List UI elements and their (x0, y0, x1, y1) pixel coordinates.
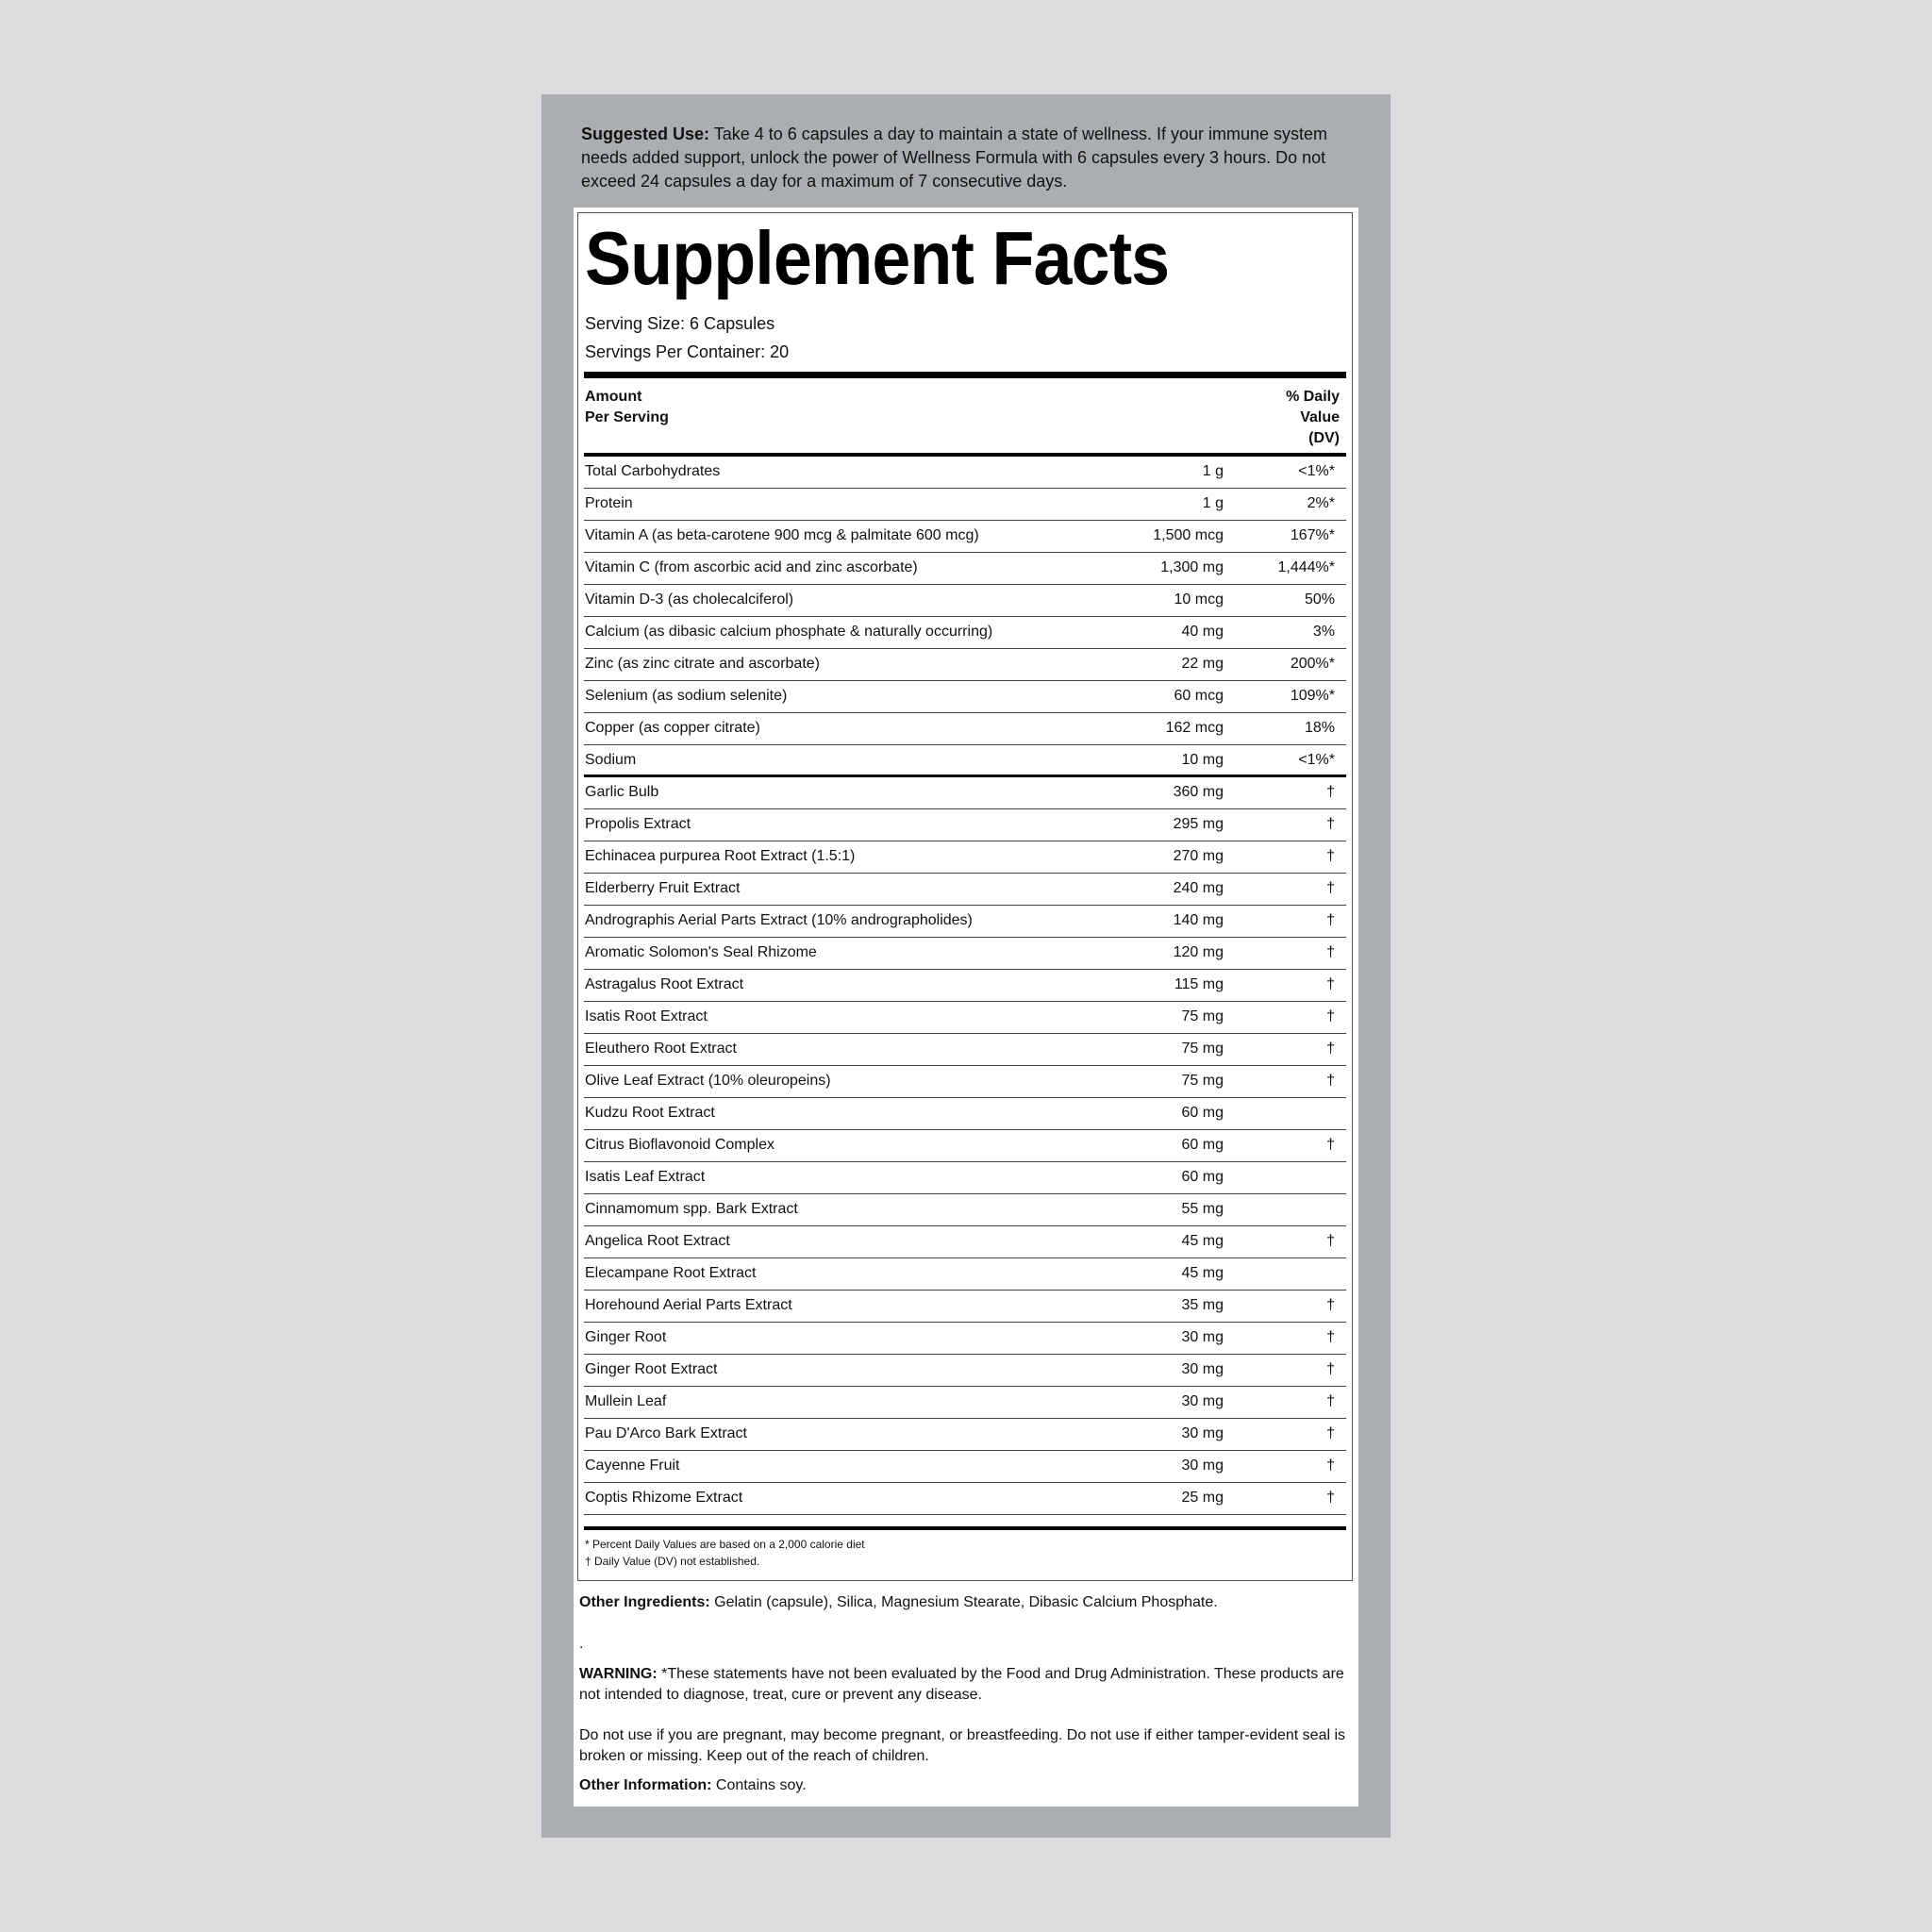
table-row (584, 1066, 1346, 1098)
nutrient-amount: 75 mg (1181, 1041, 1224, 1057)
warning-label: WARNING: (579, 1666, 658, 1682)
footnote-dv-not-established: † Daily Value (DV) not established. (585, 1555, 760, 1568)
table-row (584, 1355, 1346, 1387)
table-row (584, 649, 1346, 681)
table-row (584, 1162, 1346, 1194)
nutrient-name: Copper (as copper citrate) (585, 720, 760, 736)
nutrient-name: Calcium (as dibasic calcium phosphate & naturally occurring) (585, 624, 993, 640)
nutrient-name: Pau D'Arco Bark Extract (585, 1425, 747, 1441)
nutrient-dv: 50% (1304, 591, 1335, 608)
nutrient-amount: 1 g (1202, 495, 1224, 511)
nutrient-amount: 30 mg (1181, 1457, 1224, 1474)
table-row (584, 585, 1346, 617)
nutrient-amount: 360 mg (1173, 784, 1224, 800)
nutrient-name: Echinacea purpurea Root Extract (1.5:1) (585, 848, 856, 864)
facts-rows (584, 457, 1346, 1515)
nutrient-name: Isatis Root Extract (585, 1008, 708, 1024)
nutrient-name: Horehound Aerial Parts Extract (585, 1297, 792, 1313)
nutrient-dv: † (1326, 1041, 1335, 1057)
nutrient-dv: † (1326, 848, 1335, 864)
footnote-daily-values: * Percent Daily Values are based on a 2,000 calorie diet (585, 1538, 865, 1551)
table-row (584, 457, 1346, 489)
nutrient-dv: 2%* (1307, 495, 1335, 511)
nutrient-dv: † (1326, 1329, 1335, 1345)
stray-dot: . (579, 1636, 584, 1652)
nutrient-amount: 60 mg (1181, 1105, 1224, 1121)
nutrient-dv: † (1326, 880, 1335, 896)
nutrient-name: Ginger Root (585, 1329, 667, 1345)
nutrient-amount: 120 mg (1173, 944, 1224, 960)
nutrient-name: Protein (585, 495, 633, 511)
table-row (584, 553, 1346, 585)
nutrient-amount: 55 mg (1181, 1201, 1224, 1217)
table-row (584, 1226, 1346, 1258)
table-row (584, 713, 1346, 745)
nutrient-amount: 75 mg (1181, 1073, 1224, 1089)
nutrient-amount: 75 mg (1181, 1008, 1224, 1024)
nutrient-name: Propolis Extract (585, 816, 691, 832)
nutrient-amount: 22 mg (1181, 656, 1224, 672)
nutrient-name: Andrographis Aerial Parts Extract (10% andrographolides) (585, 912, 973, 928)
label-panel (541, 94, 1391, 1838)
nutrient-name: Elderberry Fruit Extract (585, 880, 741, 896)
other-information (579, 1775, 1353, 1796)
table-row (584, 874, 1346, 906)
nutrient-name: Citrus Bioflavonoid Complex (585, 1137, 774, 1153)
nutrient-name: Total Carbohydrates (585, 463, 721, 479)
table-row (584, 1323, 1346, 1355)
nutrient-amount: 45 mg (1181, 1265, 1224, 1281)
nutrient-amount: 140 mg (1173, 912, 1224, 928)
table-row (584, 1194, 1346, 1226)
nutrient-name: Eleuthero Root Extract (585, 1041, 737, 1057)
nutrient-name: Mullein Leaf (585, 1393, 667, 1409)
nutrient-name: Sodium (585, 752, 637, 768)
nutrient-dv: † (1326, 1425, 1335, 1441)
nutrient-dv: † (1326, 1393, 1335, 1409)
nutrient-dv: 167%* (1290, 527, 1335, 543)
nutrient-name: Kudzu Root Extract (585, 1105, 715, 1121)
nutrient-dv: 200%* (1290, 656, 1335, 672)
nutrient-amount: 25 mg (1181, 1490, 1224, 1506)
pregnancy-warning: Do not use if you are pregnant, may become pregnant, or breastfeeding. Do not use if either tamper-evident seal is broken or missing. Keep out of the reach of children. (579, 1727, 1346, 1764)
table-row (584, 681, 1346, 713)
nutrient-dv: † (1326, 1361, 1335, 1377)
nutrient-dv: † (1326, 1233, 1335, 1249)
other-information-text: Contains soy. (711, 1777, 807, 1793)
nutrient-amount: 115 mg (1174, 976, 1224, 992)
nutrient-amount: 35 mg (1181, 1297, 1224, 1313)
nutrient-amount: 30 mg (1181, 1393, 1224, 1409)
nutrient-name: Garlic Bulb (585, 784, 659, 800)
nutrient-dv: † (1326, 1008, 1335, 1024)
nutrient-dv: † (1326, 1137, 1335, 1153)
nutrient-dv: † (1326, 976, 1335, 992)
nutrient-amount: 60 mcg (1174, 688, 1224, 704)
nutrient-name: Aromatic Solomon's Seal Rhizome (585, 944, 817, 960)
table-row (584, 1034, 1346, 1066)
table-row (584, 906, 1346, 938)
nutrient-amount: 30 mg (1181, 1425, 1224, 1441)
nutrient-dv: † (1326, 1490, 1335, 1506)
servings-per-container: Servings Per Container: 20 (585, 342, 790, 361)
nutrient-name: Vitamin C (from ascorbic acid and zinc ascorbate) (585, 559, 918, 575)
table-row (584, 489, 1346, 521)
nutrient-dv: † (1326, 912, 1335, 928)
nutrient-name: Coptis Rhizome Extract (585, 1490, 743, 1506)
warning-text: *These statements have not been evaluated by the Food and Drug Administration. These products are not intended to diagnose, treat, cure or prevent any disease. (579, 1666, 1344, 1703)
nutrient-amount: 45 mg (1181, 1233, 1224, 1249)
table-row (584, 1130, 1346, 1162)
table-row (584, 745, 1346, 777)
nutrient-dv: 3% (1312, 624, 1335, 640)
table-row (584, 617, 1346, 649)
table-row (584, 1387, 1346, 1419)
table-row (584, 777, 1346, 809)
nutrient-dv: † (1326, 1073, 1335, 1089)
bottom-rule (584, 1526, 1346, 1530)
nutrient-name: Elecampane Root Extract (585, 1265, 757, 1281)
warning (579, 1664, 1353, 1706)
nutrient-amount: 60 mg (1181, 1169, 1224, 1185)
nutrient-name: Astragalus Root Extract (585, 976, 744, 992)
nutrient-name: Cayenne Fruit (585, 1457, 680, 1474)
suggested-use-text: Take 4 to 6 capsules a day to maintain a state of wellness. If your immune system needs added support, unlock the power of Wellness Formula with 6 capsules every 3 hours. Do not exceed 24 capsules a day for a maximum of 7 consecutive days. (581, 125, 1328, 191)
nutrient-name: Selenium (as sodium selenite) (585, 688, 788, 704)
header-dv: (DV) (1308, 430, 1340, 446)
header-per-serving: Per Serving (585, 409, 669, 425)
nutrient-amount: 162 mcg (1165, 720, 1224, 736)
nutrient-amount: 270 mg (1173, 848, 1224, 864)
nutrient-dv: <1%* (1298, 752, 1335, 768)
nutrient-amount: 10 mcg (1174, 591, 1224, 608)
facts-title: Supplement Facts (585, 216, 1170, 300)
other-ingredients-text: Gelatin (capsule), Silica, Magnesium Stearate, Dibasic Calcium Phosphate. (709, 1594, 1218, 1610)
nutrient-name: Cinnamomum spp. Bark Extract (585, 1201, 798, 1217)
nutrient-amount: 1 g (1202, 463, 1224, 479)
suggested-use (581, 123, 1336, 193)
nutrient-dv: 109%* (1290, 688, 1335, 704)
nutrient-dv: † (1326, 944, 1335, 960)
table-row (584, 1483, 1346, 1515)
label-body (574, 208, 1358, 1807)
nutrient-amount: 60 mg (1181, 1137, 1224, 1153)
serving-size: Serving Size: 6 Capsules (585, 314, 775, 333)
table-row (584, 1002, 1346, 1034)
table-row (584, 1291, 1346, 1323)
table-row (584, 1258, 1346, 1291)
nutrient-amount: 295 mg (1173, 816, 1224, 832)
table-row (584, 938, 1346, 970)
header-daily: % Daily (1286, 389, 1340, 405)
supplement-facts-box (577, 212, 1353, 1581)
nutrient-amount: 1,500 mcg (1153, 527, 1224, 543)
nutrient-name: Ginger Root Extract (585, 1361, 718, 1377)
nutrient-amount: 240 mg (1173, 880, 1224, 896)
nutrient-amount: 40 mg (1181, 624, 1224, 640)
nutrient-name: Isatis Leaf Extract (585, 1169, 706, 1185)
table-row (584, 1419, 1346, 1451)
nutrient-dv: † (1326, 1297, 1335, 1313)
table-row (584, 970, 1346, 1002)
nutrient-dv: † (1326, 1457, 1335, 1474)
nutrient-dv: † (1326, 784, 1335, 800)
nutrient-name: Zinc (as zinc citrate and ascorbate) (585, 656, 820, 672)
table-row (584, 1451, 1346, 1483)
nutrient-dv: <1%* (1298, 463, 1335, 479)
table-row (584, 841, 1346, 874)
nutrient-amount: 30 mg (1181, 1329, 1224, 1345)
nutrient-dv: 1,444%* (1277, 559, 1335, 575)
nutrient-name: Vitamin D-3 (as cholecalciferol) (585, 591, 794, 608)
other-information-label: Other Information: (579, 1777, 712, 1793)
nutrient-name: Olive Leaf Extract (10% oleuropeins) (585, 1073, 831, 1089)
nutrient-name: Vitamin A (as beta-carotene 900 mcg & palmitate 600 mcg) (585, 527, 979, 543)
nutrient-amount: 30 mg (1181, 1361, 1224, 1377)
header-amount: Amount (585, 389, 642, 405)
nutrient-amount: 10 mg (1181, 752, 1224, 768)
nutrient-dv: † (1326, 816, 1335, 832)
suggested-use-label: Suggested Use: (581, 125, 710, 143)
thick-rule (584, 372, 1346, 378)
table-header (585, 387, 1340, 449)
table-row (584, 1098, 1346, 1130)
nutrient-dv: 18% (1304, 720, 1335, 736)
other-ingredients (579, 1592, 1353, 1613)
table-row (584, 809, 1346, 841)
header-value: Value (1300, 409, 1340, 425)
other-ingredients-label: Other Ingredients: (579, 1594, 710, 1610)
nutrient-name: Angelica Root Extract (585, 1233, 730, 1249)
table-row (584, 521, 1346, 553)
nutrient-amount: 1,300 mg (1160, 559, 1224, 575)
